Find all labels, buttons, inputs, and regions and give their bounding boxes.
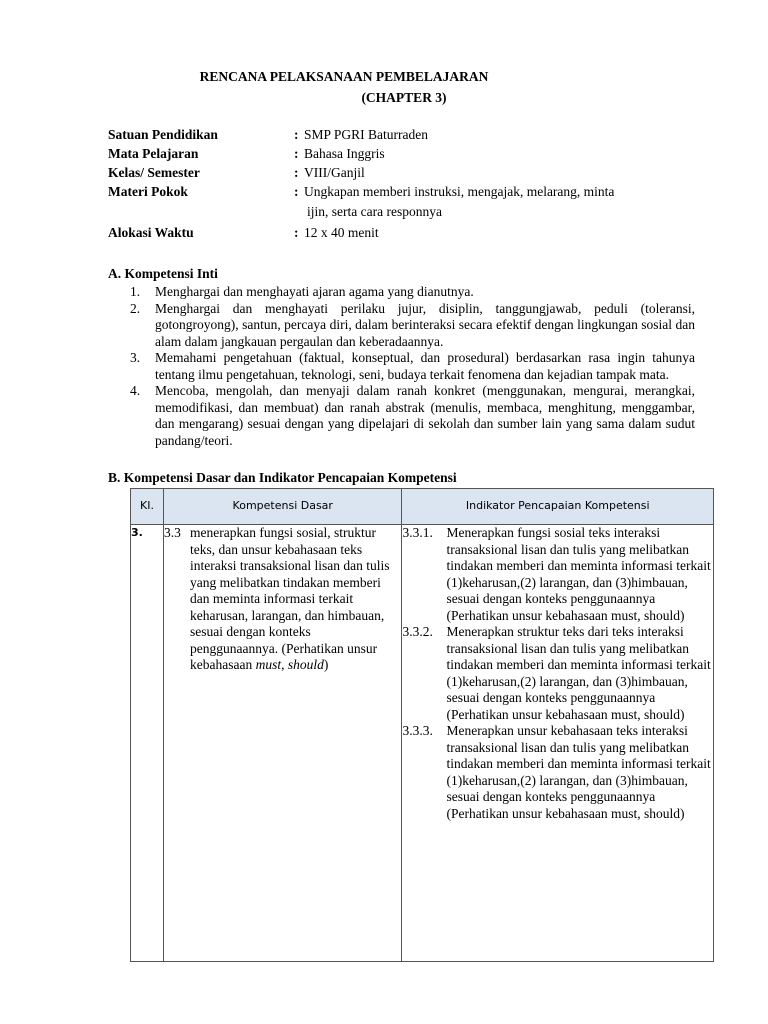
column-header-indikator: Indikator Pencapaian Kompetensi	[402, 489, 714, 525]
kd-text-should: should	[287, 657, 324, 672]
list-item	[130, 383, 695, 449]
list-number: 4.	[130, 383, 141, 398]
identity-value: SMP PGRI Baturraden	[304, 127, 428, 142]
kd-text-end: )	[323, 657, 329, 672]
indicator-text: Menerapkan fungsi sosial teks interaksi transaksional lisan dan tulis yang melibatkan tindakan memberi dan meminta informasi terkait (1)keharusan,(2) larangan, dan (3)himbauan, sesuai dengan konteks penggunaannya (Perhatikan unsur kebahasaan must, should)	[446, 525, 711, 623]
indicator-cell	[402, 525, 714, 962]
colon: :	[294, 127, 299, 142]
identity-label: Mata Pelajaran	[108, 146, 199, 161]
colon: :	[294, 184, 299, 199]
identity-row	[108, 184, 708, 225]
indicator-item	[402, 525, 713, 624]
indicator-number: 3.3.1.	[402, 525, 433, 540]
identity-value: 12 x 40 menit	[304, 225, 379, 240]
identity-row	[108, 146, 708, 165]
list-text: Menghargai dan menghayati ajaran agama yang dianutnya.	[155, 284, 474, 299]
ki-cell: 3.	[131, 525, 164, 962]
column-header-kompetensi-dasar: Kompetensi Dasar	[164, 489, 402, 525]
identity-row	[108, 165, 708, 184]
identity-label: Alokasi Waktu	[108, 225, 194, 240]
indicator-item	[402, 723, 713, 822]
indicator-item	[402, 624, 713, 723]
list-text: Menghargai dan menghayati perilaku jujur, disiplin, tanggungjawab, peduli (toleransi, gotongroyong), santun, percaya diri, dalam berinteraksi secara efektif dengan lingkungan sosial dan alam dalam jangkauan pergaulan dan keberadaannya.	[155, 300, 695, 349]
kd-cell	[164, 525, 402, 962]
colon: :	[294, 146, 299, 161]
colon: :	[294, 225, 299, 240]
identity-value: Bahasa Inggris	[304, 146, 385, 161]
kd-number: 3.3	[164, 525, 181, 540]
kompetensi-table	[130, 488, 714, 962]
identity-row	[108, 127, 708, 146]
colon: :	[294, 165, 299, 180]
list-number: 1.	[130, 284, 141, 299]
indicator-number: 3.3.2.	[402, 624, 433, 639]
identity-label: Kelas/ Semester	[108, 165, 200, 180]
list-text: Memahami pengetahuan (faktual, konseptual, dan prosedural) berdasarkan rasa ingin tahunya tentang ilmu pengetahuan, teknologi, seni, budaya terkait fenomena dan kejadian tampak mata.	[155, 350, 695, 382]
column-header-ki: KI.	[131, 489, 164, 525]
indicator-text: Menerapkan struktur teks dari teks interaksi transaksional lisan dan tulis yang melibatkan tindakan memberi dan meminta informasi terkait (1)keharusan,(2) larangan, dan (3)himbauan, sesuai dengan konteks penggunaannya (Perhatikan unsur kebahasaan must, should)	[446, 624, 711, 722]
kd-text-must: must	[255, 657, 282, 672]
identity-value-line: ijin, serta cara responnya	[307, 203, 442, 219]
indicator-text: Menerapkan unsur kebahasaan teks interaksi transaksional lisan dan tulis yang melibatkan tindakan memberi dan meminta informasi terkait (1)keharusan,(2) larangan, dan (3)himbauan, sesuai dengan konteks penggunaannya (Perhatikan unsur kebahasaan must, should)	[446, 723, 711, 821]
kompetensi-inti-list	[130, 284, 695, 449]
document-subtitle: (CHAPTER 3)	[361, 90, 447, 105]
kd-text-sep: ,	[281, 657, 288, 672]
list-item	[130, 284, 695, 301]
kd-text	[190, 508, 401, 674]
indicator-number: 3.3.3.	[402, 723, 433, 738]
section-heading-kompetensi-inti: A. Kompetensi Inti	[108, 266, 218, 281]
list-item	[130, 350, 695, 383]
identity-value: VIII/Ganjil	[304, 165, 365, 180]
document-title: RENCANA PELAKSANAAN PEMBELAJARAN	[199, 69, 489, 84]
kd-item	[164, 525, 401, 674]
identity-value	[304, 184, 708, 225]
list-item	[130, 301, 695, 351]
identity-value-line: Ungkapan memberi instruksi, mengajak, melarang, minta	[304, 184, 615, 199]
list-text: Mencoba, mengolah, dan menyaji dalam ranah konkret (menggunakan, mengurai, merangkai, memodifikasi, dan membuat) dan ranah abstrak (menulis, membaca, menghitung, menggambar, dan mengarang) sesuai dengan yang dipelajari di sekolah dan sumber lain yang sama dalam sudut pandang/teori.	[155, 383, 695, 448]
identity-label: Materi Pokok	[108, 184, 188, 199]
table-row	[131, 525, 714, 962]
identity-block	[108, 127, 708, 244]
identity-label: Satuan Pendidikan	[108, 127, 218, 142]
kd-text-main: menerapkan fungsi sosial, struktur teks, dan unsur kebahasaan teks interaksi transaksional lisan dan tulis yang melibatkan tindakan memberi dan meminta informasi terkait keharusan, larangan, dan himbauan, sesuai dengan konteks penggunaannya. (Perhatikan unsur kebahasaan	[190, 525, 390, 672]
section-heading-kompetensi-dasar: B. Kompetensi Dasar dan Indikator Pencapaian Kompetensi	[108, 470, 457, 485]
list-number: 2.	[130, 300, 141, 316]
identity-row	[108, 225, 708, 244]
list-number: 3.	[130, 350, 141, 365]
